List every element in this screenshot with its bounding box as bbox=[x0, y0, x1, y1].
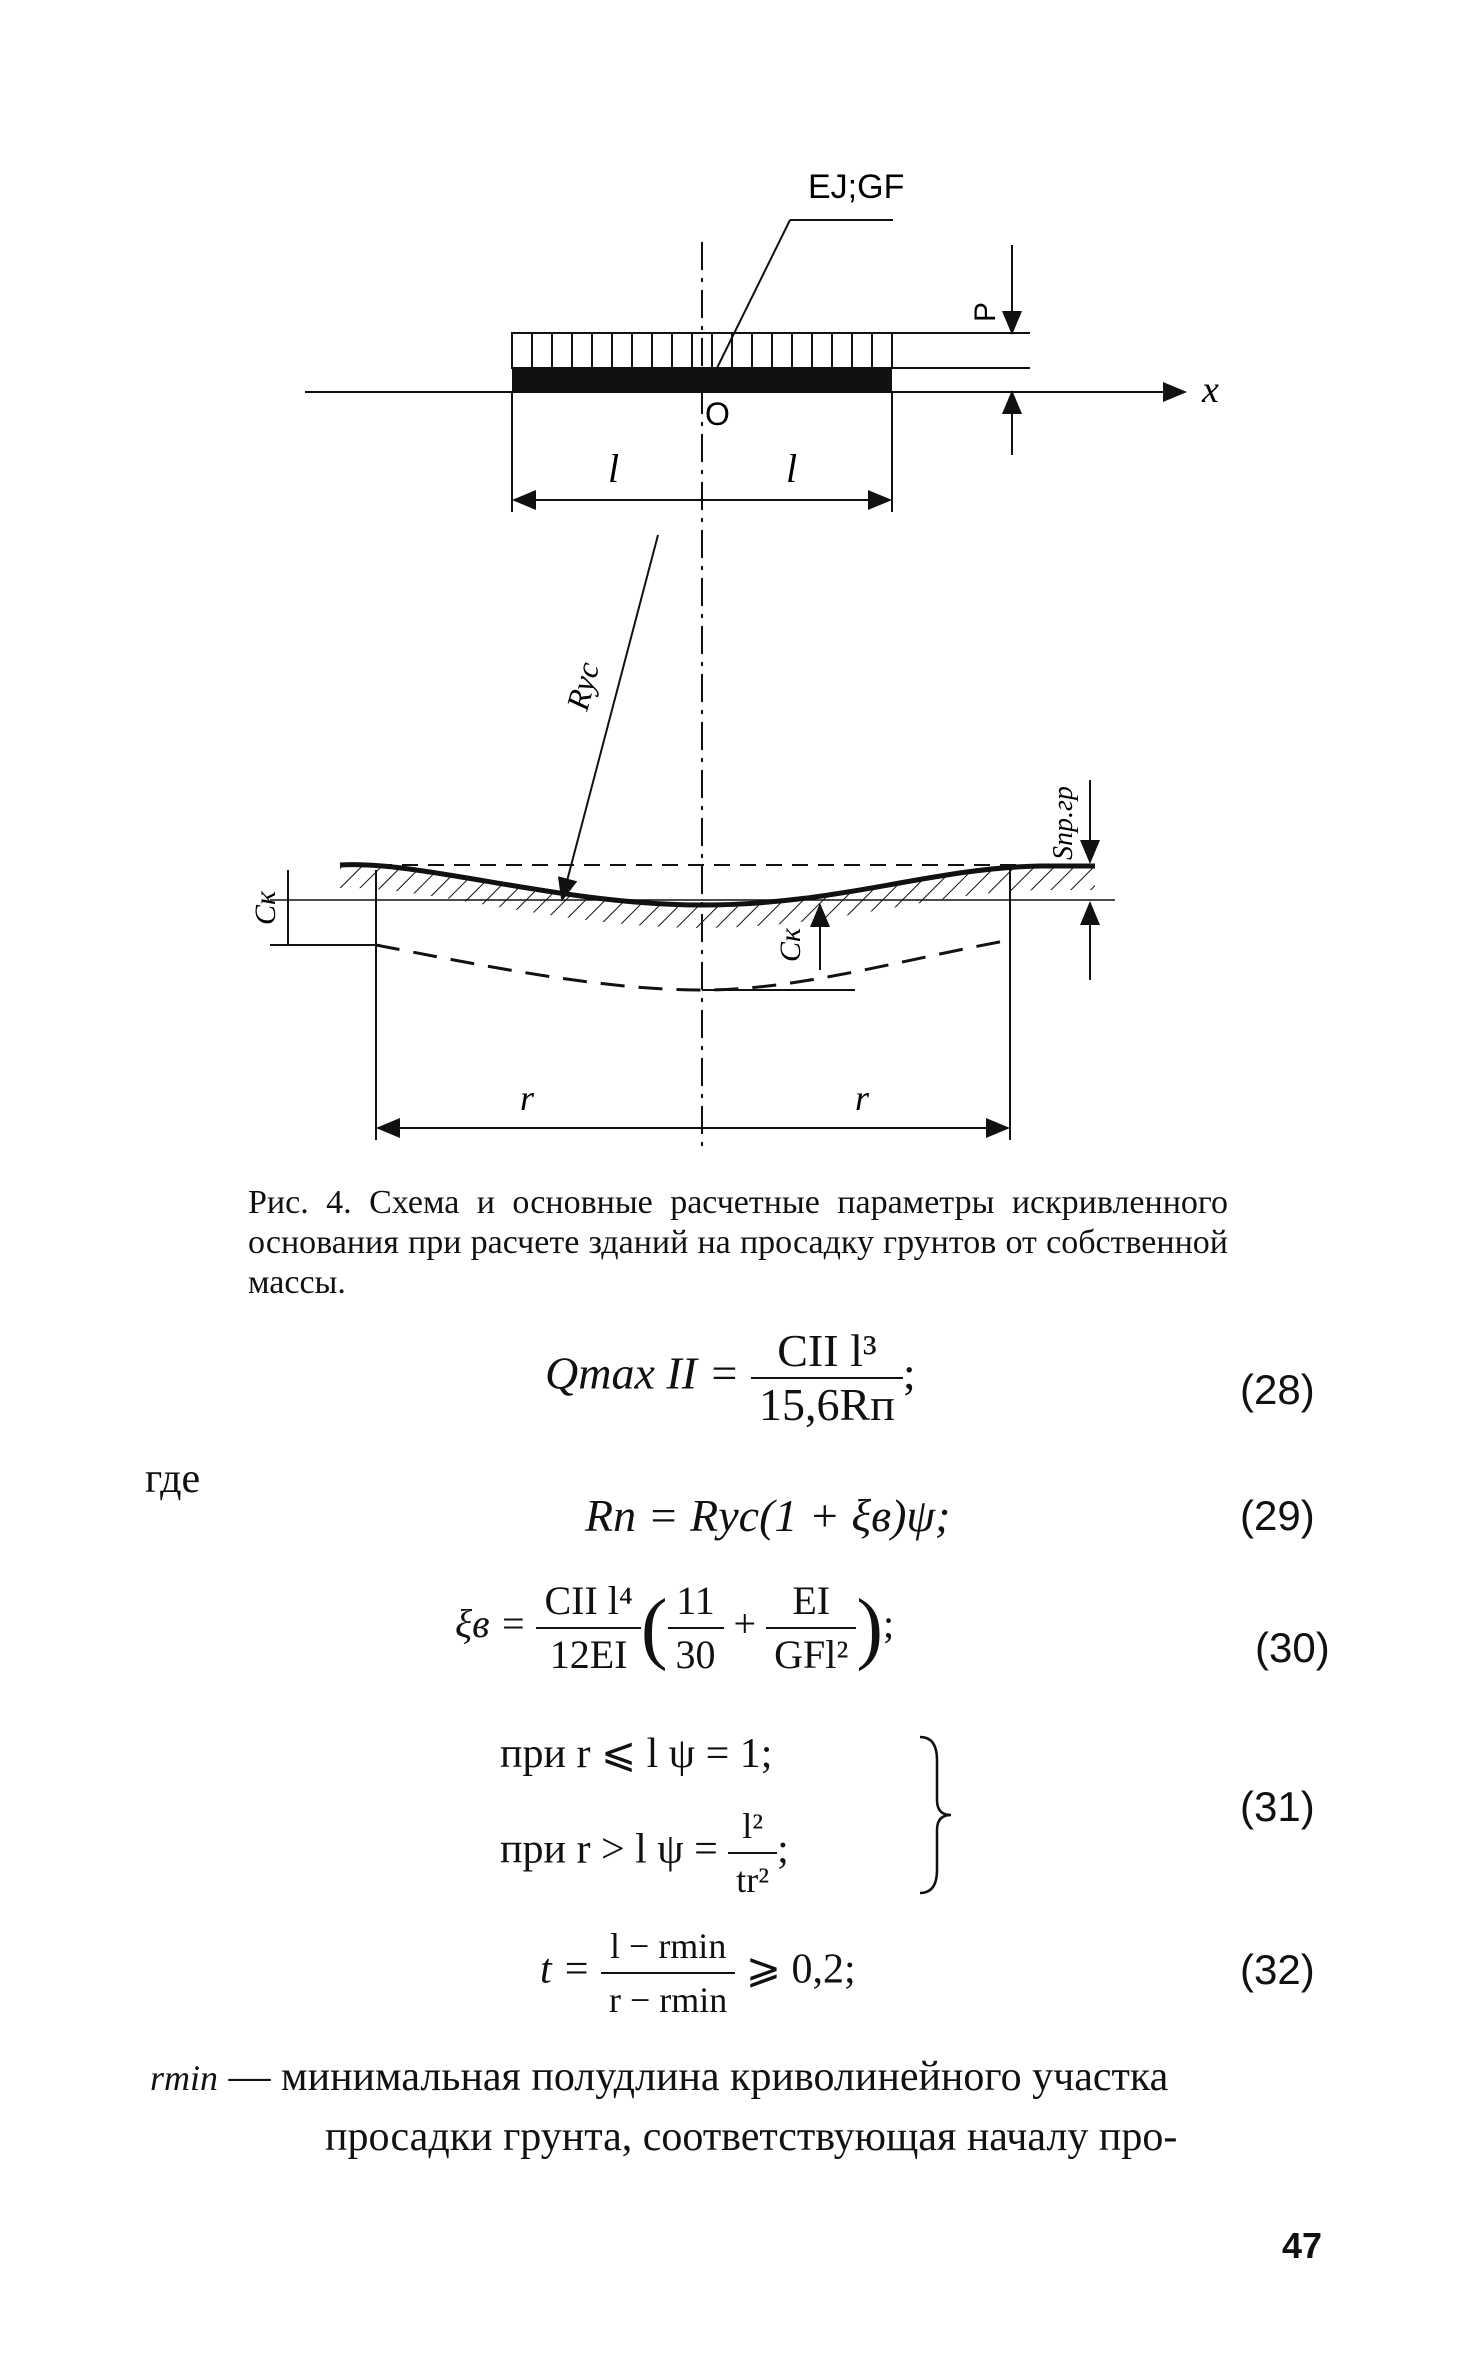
equation-30: ξв = $\frac{\text{CII l⁴}}{12EI}$ ( $\frac{11}{30}$ + $\frac{EI}{\text{GFl²}}$ ); bbox=[455, 1575, 894, 1681]
lower-dashed-curve bbox=[376, 940, 1010, 990]
half-length-label-left: l bbox=[608, 446, 620, 491]
eq30-lhs: ξв = bbox=[455, 1601, 527, 1647]
equation-29: Rп = Rус(1 + ξв)ψ; bbox=[585, 1490, 951, 1541]
x-axis-label: x bbox=[1202, 369, 1219, 411]
beam-stiffness-label: EJ;GF bbox=[808, 168, 905, 206]
page-number: 47 bbox=[1282, 2225, 1323, 2266]
definition-line-2: просадки грунта, соответствующая началу про- bbox=[325, 2114, 1178, 2160]
figure-caption: Рис. 4. Схема и основные расчетные параметры искривленного основания при расчете зданий на просадку грунтов от собственной массы. bbox=[248, 1184, 1228, 1301]
equation-28 bbox=[545, 1325, 916, 1431]
eq32-denominator: r − rmin bbox=[609, 1980, 728, 2020]
eq32-tail: ⩾ 0,2; bbox=[745, 1946, 856, 1993]
eq30-fraction-3 bbox=[766, 1575, 856, 1681]
eq32-fraction bbox=[601, 1920, 735, 2026]
eq32-lhs: t = bbox=[540, 1946, 591, 1993]
equation-31-line-1: при r ⩽ l ψ = 1; bbox=[500, 1731, 773, 1777]
eq30-denominator-2: 30 bbox=[675, 1632, 716, 1677]
eq28-denominator: 15,6Rп bbox=[759, 1379, 895, 1430]
equation-31-line-2 bbox=[500, 1800, 789, 1906]
ck-left-label: Cк bbox=[249, 890, 282, 925]
origin-label: O bbox=[705, 396, 730, 432]
structural-diagram bbox=[0, 0, 1465, 1170]
eq30-numerator-1: CII l⁴ bbox=[536, 1575, 640, 1629]
half-length-label-right: l bbox=[786, 446, 798, 491]
equation-number-32: (32) bbox=[1240, 1946, 1315, 1993]
eq31-line2-prefix: при r > l ψ = bbox=[500, 1826, 718, 1873]
equation-31-brace bbox=[915, 1735, 955, 1895]
eq30-numerator-2: 11 bbox=[668, 1575, 724, 1629]
radius-r-label-left: r bbox=[520, 1078, 535, 1118]
definition-text-1: — минимальная полудлина криволинейного участка bbox=[228, 2054, 1169, 2100]
eq28-numerator: CII l³ bbox=[751, 1325, 903, 1379]
eq30-denominator-3: GFl² bbox=[774, 1632, 849, 1677]
definition-line-1 bbox=[150, 2050, 1168, 2105]
equation-number-28: (28) bbox=[1240, 1366, 1315, 1413]
eq30-tail: ; bbox=[882, 1601, 895, 1647]
eq31-fraction bbox=[728, 1800, 777, 1906]
eq30-fraction-1 bbox=[536, 1575, 640, 1681]
eq28-tail: ; bbox=[902, 1347, 916, 1399]
eq31-tail: ; bbox=[777, 1826, 789, 1873]
radius-arrow bbox=[562, 535, 658, 900]
eq30-numerator-3: EI bbox=[766, 1575, 856, 1629]
equation-number-29: (29) bbox=[1240, 1492, 1315, 1539]
eq32-numerator: l − rmin bbox=[601, 1920, 735, 1974]
radius-label: Rус bbox=[558, 658, 607, 714]
ck-mid-label: Cк bbox=[774, 927, 807, 962]
settlement-label: Sпр.гр bbox=[1048, 786, 1079, 860]
where-word: где bbox=[145, 1456, 201, 1502]
eq30-fraction-2 bbox=[668, 1575, 724, 1681]
equation-number-30: (30) bbox=[1255, 1624, 1330, 1671]
radius-r-label-right: r bbox=[855, 1078, 870, 1118]
eq31-numerator: l² bbox=[728, 1800, 777, 1854]
equation-number-31: (31) bbox=[1240, 1783, 1315, 1830]
load-P-label: P bbox=[969, 301, 1002, 322]
eq28-fraction bbox=[751, 1325, 903, 1431]
definition-term: rmin bbox=[150, 2058, 219, 2098]
eq30-denominator-1: 12EI bbox=[549, 1632, 628, 1677]
eq28-lhs: Qmax II = bbox=[545, 1347, 740, 1399]
equation-32 bbox=[540, 1920, 856, 2026]
eq31-denominator: tr² bbox=[736, 1860, 770, 1900]
